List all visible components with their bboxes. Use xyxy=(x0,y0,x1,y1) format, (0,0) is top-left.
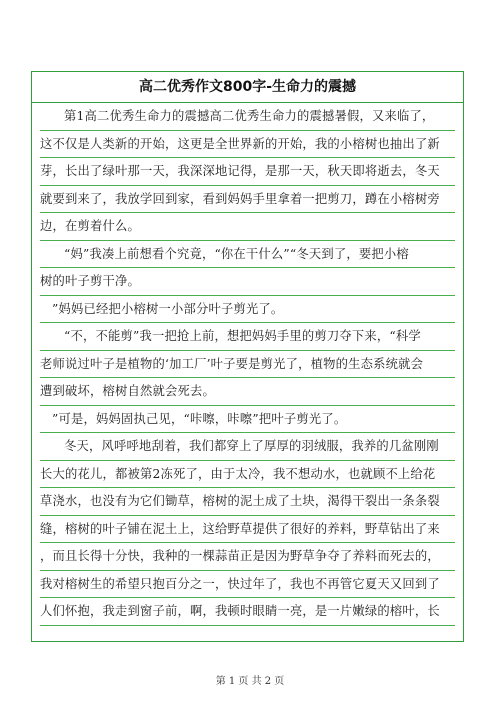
text-line: 遭到破坏，榕树自然就会死去。 xyxy=(40,378,455,406)
text-line: 这不仅是人类新的开始，这更是全世界新的开始，我的小榕树也抽出了新 xyxy=(40,131,455,159)
text-line: 我对榕树生的希望只抱百分之一，快过年了，我也不再管它夏天又回到了 xyxy=(40,571,455,599)
text-line: 冬天，风呼呼地刮着，我们都穿上了厚厚的羽绒服，我养的几盆刚刚 xyxy=(40,433,455,461)
text-line: 人们怀抱，我走到窗子前，啊，我顿时眼睛一亮，是一片嫩绿的榕叶，长 xyxy=(40,598,455,626)
text-line: 缝，榕树的叶子铺在泥土上，这给野草提供了很好的养料，野草钻出了来 xyxy=(40,516,455,544)
text-line: 树的叶子剪干净。 xyxy=(40,268,455,296)
document-title: 高二优秀作文800字-生命力的震撼 xyxy=(32,72,463,103)
text-line: “不，不能剪”我一把抢上前，想把妈妈手里的剪刀夺下来，“科学 xyxy=(40,323,455,351)
text-line: ，而且长得十分快，我种的一棵蒜苗正是因为野草争夺了养料而死去的， xyxy=(40,543,455,571)
page-footer: 第 1 页 共 2 页 xyxy=(215,676,285,687)
text-line: 第1高二优秀生命力的震撼高二优秀生命力的震撼暑假，又来临了， xyxy=(40,103,455,131)
text-line: ”妈妈已经把小榕树一小部分叶子剪光了。 xyxy=(40,296,455,324)
document-body xyxy=(32,103,463,626)
text-line: 就要到来了，我放学回到家，看到妈妈手里拿着一把剪刀，蹲在小榕树旁 xyxy=(40,186,455,214)
text-line: ”可是，妈妈固执己见，“咔嚓，咔嚓”把叶子剪光了。 xyxy=(40,406,455,434)
text-line: 草浇水，也没有为它们锄草，榕树的泥土成了土块，渴得干裂出一条条裂 xyxy=(40,488,455,516)
text-line: 芽，长出了绿叶那一天，我深深地记得，是那一天，秋天即将逝去，冬天 xyxy=(40,158,455,186)
text-line: “妈”我凑上前想看个究竟，“你在干什么”“冬天到了，要把小榕 xyxy=(40,241,455,269)
text-line: 长大的花儿，都被第2冻死了，由于太冷，我不想动水，也就顾不上给花 xyxy=(40,461,455,489)
text-line: 老师说过叶子是植物的‘加工厂’叶子要是剪光了，植物的生态系统就会 xyxy=(40,351,455,379)
text-line: 边，在剪着什么。 xyxy=(40,213,455,241)
document-frame xyxy=(31,71,464,642)
